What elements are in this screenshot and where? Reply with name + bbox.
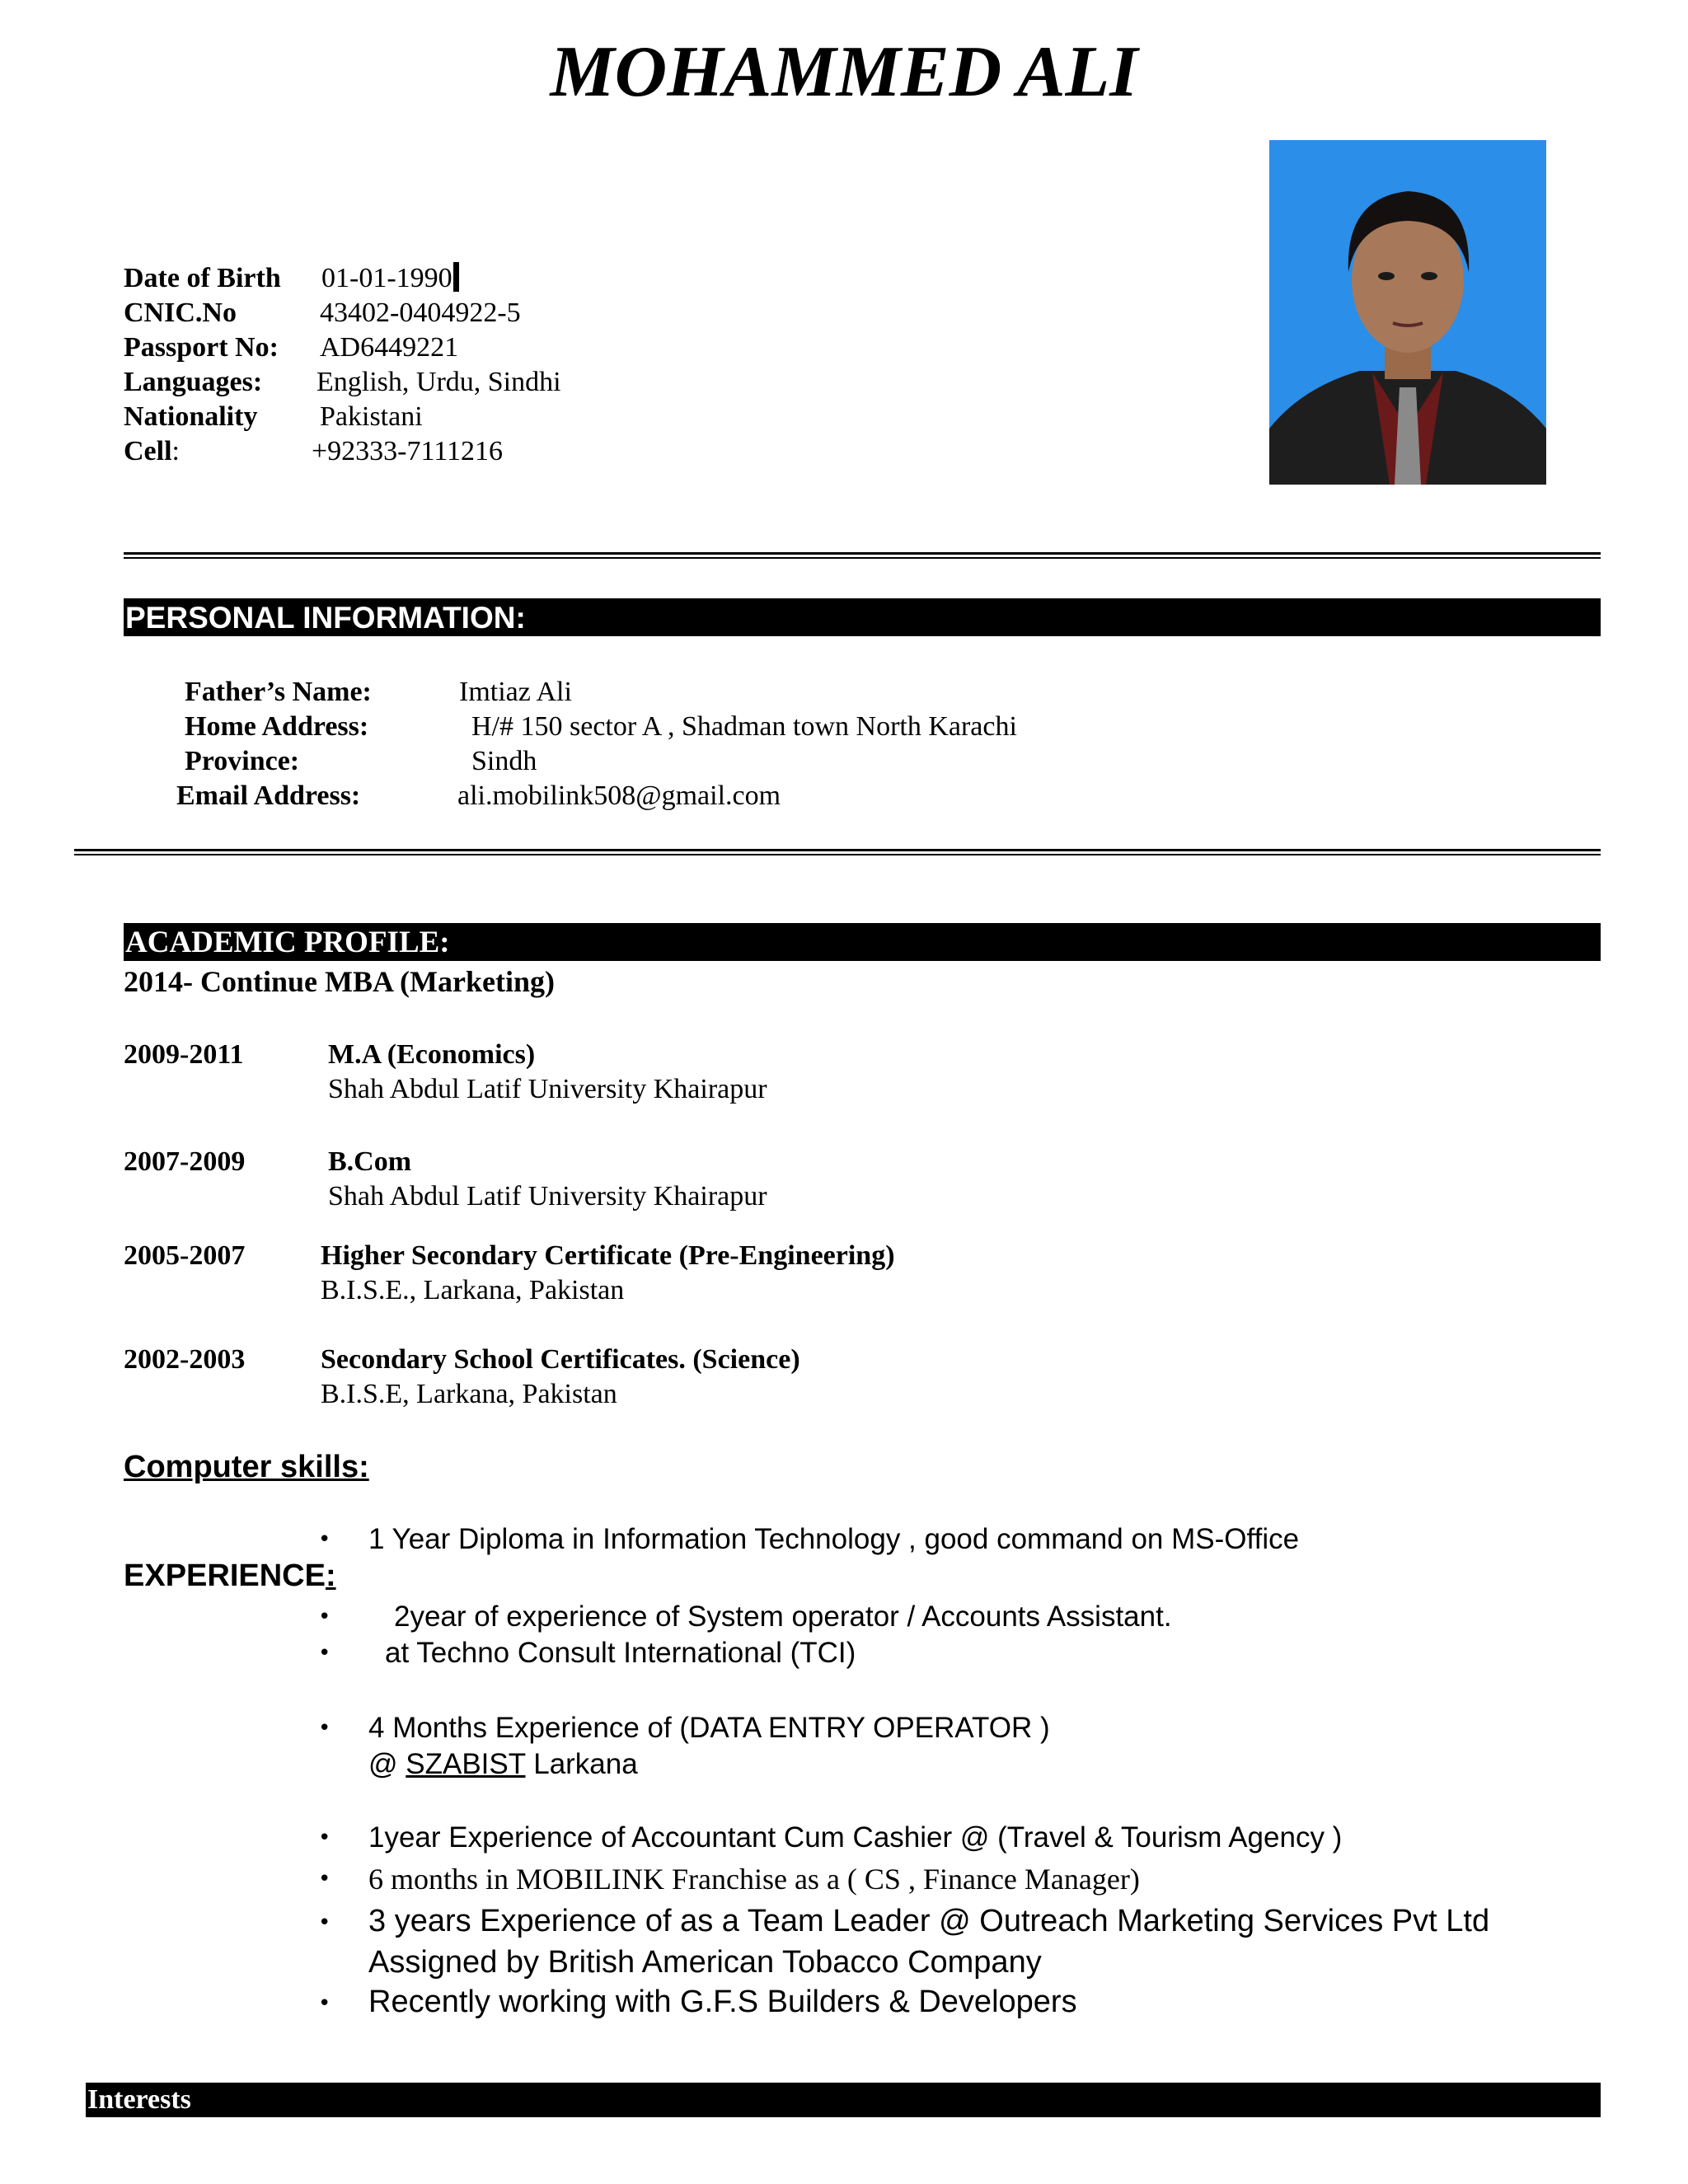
dob-value bbox=[321, 261, 459, 296]
cell-label-colon: : bbox=[171, 436, 180, 466]
experience-item-2: at Techno Consult International (TCI) bbox=[385, 1637, 856, 1669]
experience-item-1: 2year of experience of System operator / Accounts Assistant. bbox=[394, 1601, 1172, 1633]
experience-item-4: 1year Experience of Accountant Cum Cashier @ (Travel & Tourism Agency ) bbox=[368, 1821, 1343, 1854]
bullet-icon: • bbox=[318, 1716, 331, 1741]
academic-degree-2: B.Com bbox=[328, 1146, 412, 1177]
bullet-icon: • bbox=[318, 1867, 331, 1891]
home-address-value: H/# 150 sector A , Shadman town North Karachi bbox=[471, 711, 1017, 742]
experience-item-3-line-2 bbox=[368, 1746, 638, 1783]
academic-degree-3: Higher Secondary Certificate (Pre-Engineering) bbox=[321, 1240, 895, 1271]
experience-item-6: 3 years Experience of as a Team Leader @ Outreach Marketing Services Pvt Ltd bbox=[368, 1904, 1490, 1938]
home-address-label: Home Address: bbox=[185, 711, 369, 742]
experience-item-6-line-2: Assigned by British American Tobacco Company bbox=[368, 1945, 1042, 1980]
experience-heading-colon: : bbox=[325, 1558, 336, 1593]
personal-info-heading: PERSONAL INFORMATION: bbox=[124, 598, 1601, 636]
father-name-value: Imtiaz Ali bbox=[459, 677, 572, 707]
academic-current: 2014- Continue MBA (Marketing) bbox=[124, 965, 555, 998]
passport-value: AD6449221 bbox=[320, 332, 459, 363]
academic-institution-2: Shah Abdul Latif University Khairapur bbox=[328, 1181, 767, 1212]
experience-item-3: 4 Months Experience of (DATA ENTRY OPERATOR ) bbox=[368, 1712, 1050, 1744]
languages-value: English, Urdu, Sindhi bbox=[316, 367, 561, 397]
province-value: Sindh bbox=[471, 746, 537, 776]
academic-degree-4: Secondary School Certificates. (Science) bbox=[321, 1344, 800, 1375]
nationality-label: Nationality bbox=[124, 401, 258, 432]
experience-heading bbox=[124, 1558, 336, 1594]
bullet-icon: • bbox=[318, 1605, 331, 1629]
bullet-icon: • bbox=[318, 1825, 331, 1850]
cell-label-text: Cell bbox=[124, 436, 172, 466]
cnic-value: 43402-0404922-5 bbox=[320, 298, 521, 328]
academic-institution-3: B.I.S.E., Larkana, Pakistan bbox=[321, 1275, 625, 1305]
experience-item-5: 6 months in MOBILINK Franchise as a ( CS , Finance Manager) bbox=[368, 1863, 1140, 1896]
academic-year-4: 2002-2003 bbox=[124, 1344, 246, 1375]
computer-skill-item: 1 Year Diploma in Information Technology , good command on MS-Office bbox=[368, 1523, 1300, 1555]
dob-label: Date of Birth bbox=[124, 263, 281, 293]
nationality-value: Pakistani bbox=[320, 401, 423, 432]
province-label: Province: bbox=[185, 746, 300, 776]
father-name-label: Father’s Name: bbox=[185, 677, 372, 707]
languages-label: Languages: bbox=[124, 367, 263, 397]
portrait-svg bbox=[1269, 140, 1546, 485]
academic-year-1: 2009-2011 bbox=[124, 1039, 244, 1070]
experience-heading-text: EXPERIENCE bbox=[124, 1558, 326, 1593]
person-portrait-icon bbox=[1269, 140, 1546, 485]
szabist-link[interactable]: SZABIST bbox=[406, 1748, 526, 1780]
cell-value: +92333-7111216 bbox=[312, 436, 503, 466]
academic-institution-4: B.I.S.E, Larkana, Pakistan bbox=[321, 1379, 617, 1409]
dob-text: 01-01-1990 bbox=[321, 263, 452, 293]
computer-skills-heading: Computer skills: bbox=[124, 1450, 369, 1484]
divider-rule-2 bbox=[74, 849, 1601, 855]
academic-year-2: 2007-2009 bbox=[124, 1146, 246, 1177]
academic-year-3: 2005-2007 bbox=[124, 1240, 246, 1271]
academic-institution-1: Shah Abdul Latif University Khairapur bbox=[328, 1074, 767, 1104]
cell-label bbox=[124, 434, 180, 469]
experience-item-7: Recently working with G.F.S Builders & Developers bbox=[368, 1985, 1077, 2019]
divider-rule bbox=[124, 552, 1601, 559]
text-cursor bbox=[453, 262, 459, 292]
cnic-label: CNIC.No bbox=[124, 298, 237, 328]
bullet-icon: • bbox=[318, 1910, 331, 1935]
bullet-icon: • bbox=[318, 1527, 331, 1552]
at-sign-text: @ bbox=[368, 1748, 406, 1780]
interests-heading: Interests bbox=[86, 2083, 1601, 2117]
candidate-name: MOHAMMED ALI bbox=[550, 32, 1138, 112]
email-label: Email Address: bbox=[176, 780, 361, 811]
academic-profile-heading: ACADEMIC PROFILE: bbox=[124, 923, 1601, 961]
bullet-icon: • bbox=[318, 1641, 331, 1666]
bullet-icon: • bbox=[318, 1991, 331, 2016]
passport-label: Passport No: bbox=[124, 332, 279, 363]
location-text: Larkana bbox=[525, 1748, 638, 1780]
academic-degree-1: M.A (Economics) bbox=[328, 1039, 536, 1070]
email-value: ali.mobilink508@gmail.com bbox=[457, 780, 781, 811]
